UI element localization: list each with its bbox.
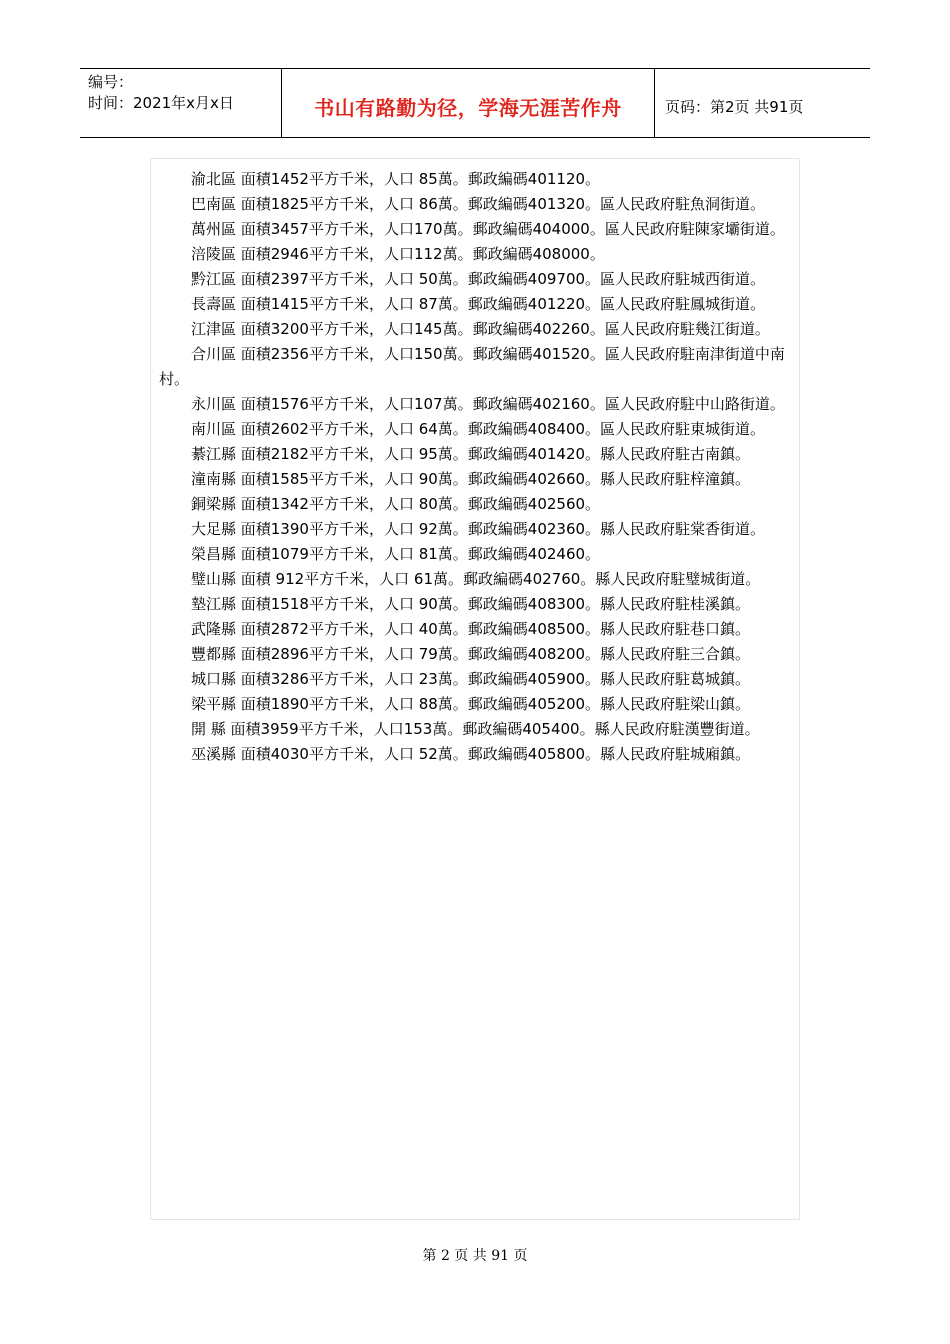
header-meta <box>80 69 282 137</box>
county-entry: 潼南縣 面積1585平方千米，人口 90萬。郵政編碼402660。縣人民政府駐梓潼鎮。 <box>191 470 751 488</box>
county-entry: 巫溪縣 面積4030平方千米，人口 52萬。郵政編碼405800。縣人民政府駐城廂鎮。 <box>191 745 751 763</box>
district-entry: 南川區 面積2602平方千米，人口 64萬。郵政編碼408400。區人民政府駐東城街道。 <box>191 420 766 438</box>
county-entry: 城口縣 面積3286平方千米，人口 23萬。郵政編碼405900。縣人民政府駐葛城鎮。 <box>191 670 751 688</box>
header-page-number: 页码：第2页 共91页 <box>665 97 804 116</box>
county-entry: 武隆縣 面積2872平方千米，人口 40萬。郵政編碼408500。縣人民政府駐巷口鎮。 <box>191 620 751 638</box>
header-motto: 书山有路勤为径，学海无涯苦作舟 <box>282 69 655 137</box>
county-entry: 榮昌縣 面積1079平方千米，人口 81萬。郵政編碼402460。 <box>191 545 601 563</box>
district-entry: 江津區 面積3200平方千米，人口145萬。郵政編碼402260。區人民政府駐幾江街道。 <box>191 320 770 338</box>
document-number: 编号： <box>88 73 134 91</box>
county-entry: 豐都縣 面積2896平方千米，人口 79萬。郵政編碼408200。縣人民政府駐三合鎮。 <box>191 645 751 663</box>
county-entry: 梁平縣 面積1890平方千米，人口 88萬。郵政編碼405200。縣人民政府駐梁山鎮。 <box>191 695 751 713</box>
district-entry: 黔江區 面積2397平方千米，人口 50萬。郵政編碼409700。區人民政府駐城西街道。 <box>191 270 766 288</box>
page-footer: 第 2 页 共 91 页 <box>422 1248 528 1264</box>
district-entry: 渝北區 面積1452平方千米，人口 85萬。郵政編碼401120。 <box>191 170 601 188</box>
document-body <box>150 158 800 1220</box>
county-entry: 大足縣 面積1390平方千米，人口 92萬。郵政編碼402360。縣人民政府駐棠香街道。 <box>191 520 766 538</box>
county-entry: 銅梁縣 面積1342平方千米，人口 80萬。郵政編碼402560。 <box>191 495 601 513</box>
county-entry: 璧山縣 面積 912平方千米，人口 61萬。郵政編碼402760。縣人民政府駐璧城街道。 <box>191 570 761 588</box>
district-entry: 萬州區 面積3457平方千米，人口170萬。郵政編碼404000。區人民政府駐陳家壩街道。 <box>191 220 785 238</box>
district-entry: 合川區 面積2356平方千米，人口150萬。郵政編碼401520。區人民政府駐南津街道中南村。 <box>159 345 785 388</box>
county-entry: 綦江縣 面積2182平方千米，人口 95萬。郵政編碼401420。縣人民政府駐古南鎮。 <box>191 445 751 463</box>
county-entry: 墊江縣 面積1518平方千米，人口 90萬。郵政編碼408300。縣人民政府駐桂溪鎮。 <box>191 595 751 613</box>
page-header <box>80 68 870 138</box>
district-entry: 巴南區 面積1825平方千米，人口 86萬。郵政編碼401320。區人民政府駐魚洞街道。 <box>191 195 766 213</box>
county-entry: 開 縣 面積3959平方千米，人口153萬。郵政編碼405400。縣人民政府駐漢豐街道。 <box>191 720 760 738</box>
document-date: 时间：2021年x月x日 <box>88 94 234 112</box>
district-entry: 涪陵區 面積2946平方千米，人口112萬。郵政編碼408000。 <box>191 245 605 263</box>
district-entry: 永川區 面積1576平方千米，人口107萬。郵政編碼402160。區人民政府駐中山路街道。 <box>191 395 785 413</box>
district-entry: 長壽區 面積1415平方千米，人口 87萬。郵政編碼401220。區人民政府駐鳳城街道。 <box>191 295 766 313</box>
